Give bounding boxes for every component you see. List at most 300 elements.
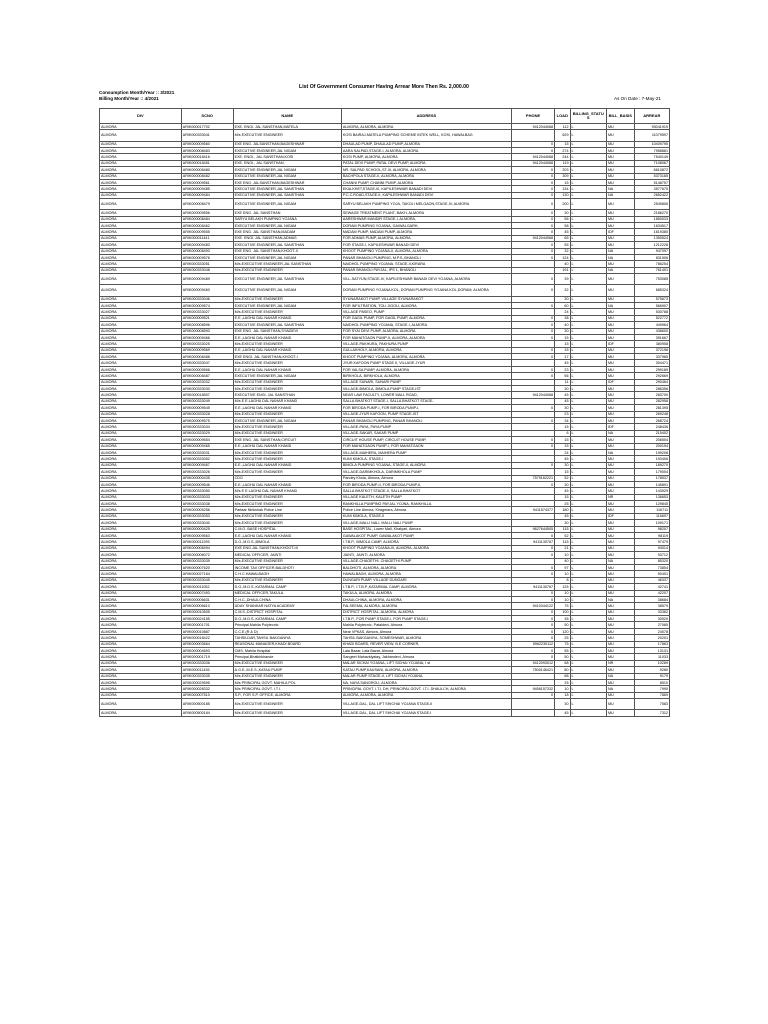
arrear-cell: 3577675 bbox=[634, 186, 669, 192]
arrear-cell: 1619380 bbox=[634, 229, 669, 235]
name-cell: S.P., FOR S.P. OFFICE, ALMORA bbox=[233, 692, 341, 698]
div-cell: ALMORA bbox=[100, 360, 182, 366]
div-cell: ALMORA bbox=[100, 267, 182, 273]
scno-cell: ARIK000018451 bbox=[181, 160, 233, 166]
scno-cell: ARIK000001719 bbox=[181, 654, 233, 660]
scno-cell: ARIK000029595 bbox=[181, 680, 233, 686]
bill-basis-cell: MU bbox=[606, 216, 634, 222]
div-cell: ALMORA bbox=[100, 386, 182, 392]
address-cell: Sangeet Mahavidyalay, Jakhandevi, Almora bbox=[341, 654, 511, 660]
phone-cell bbox=[512, 130, 555, 141]
arrear-cell: 116711 bbox=[634, 507, 669, 513]
arrear-cell: 30520 bbox=[634, 616, 669, 622]
billing-status-cell: L bbox=[570, 501, 606, 507]
load-cell: 56 bbox=[555, 373, 570, 379]
address-cell: VILLAGE-DAL, DAL LIFT SHICHAI YOJANA STAGE-II bbox=[341, 699, 511, 710]
billing-status-cell: L bbox=[570, 507, 606, 513]
bill-basis-cell: MU bbox=[606, 398, 634, 404]
div-cell: ALMORA bbox=[100, 680, 182, 686]
billing-status-cell: L bbox=[570, 673, 606, 679]
address-cell: NA, NAYA SANGROLI, ALMORA bbox=[341, 680, 511, 686]
load-cell: 45 bbox=[555, 488, 570, 494]
billing-status-cell: L bbox=[570, 192, 606, 198]
div-cell: ALMORA bbox=[100, 622, 182, 628]
div-cell: ALMORA bbox=[100, 558, 182, 564]
load-cell: 15 bbox=[555, 494, 570, 500]
header-billing-status: BILLING_STATUS bbox=[570, 109, 606, 124]
load-cell: 18 bbox=[555, 692, 570, 698]
scno-cell: ARIK000028332 bbox=[181, 686, 233, 692]
bill-basis-cell: MU bbox=[606, 667, 634, 673]
address-cell: ALMORA, ALMORA, ALMORA bbox=[341, 692, 511, 698]
billing-status-cell: L bbox=[570, 261, 606, 267]
div-cell: ALMORA bbox=[100, 302, 182, 308]
address-cell: VILLAGE-CHAGETHI, CHAGETHI PUMP bbox=[341, 558, 511, 564]
phone-cell: 0 bbox=[512, 654, 555, 660]
arrear-cell: 7958881 bbox=[634, 147, 669, 153]
arrear-cell: 136653 bbox=[634, 494, 669, 500]
billing-status-cell: L bbox=[570, 584, 606, 590]
scno-cell: ARIK000006072 bbox=[181, 552, 233, 558]
table-row bbox=[100, 130, 670, 141]
arrear-cell: 566907 bbox=[634, 302, 669, 308]
div-cell: ALMORA bbox=[100, 255, 182, 261]
load-cell: 30 bbox=[555, 405, 570, 411]
bill-basis-cell: MU bbox=[606, 124, 634, 130]
address-cell: NR. SALPAD SCHOOL,ST-III, ALMORA, ALMORA bbox=[341, 167, 511, 173]
scno-cell: ARIK000333046 bbox=[181, 296, 233, 302]
scno-cell: ARIK000009467 bbox=[181, 462, 233, 468]
arrear-cell: 129845 bbox=[634, 501, 669, 507]
address-cell: KOSI PUMP, ALMORA, ALMORA bbox=[341, 154, 511, 160]
address-cell: NAIDHOL PUMPING YOJANA, STAGE-II,KIRARA bbox=[341, 261, 511, 267]
scno-cell: ARIK000333047 bbox=[181, 360, 233, 366]
name-cell: EXECUTIVE ENGINEER,JAL NIGAM bbox=[233, 167, 341, 173]
billing-status-cell: L bbox=[570, 648, 606, 654]
bill-basis-cell: MU bbox=[606, 488, 634, 494]
bill-basis-cell: MU bbox=[606, 322, 634, 328]
div-cell: ALMORA bbox=[100, 186, 182, 192]
name-cell: Partaar Nirikshak Police Line bbox=[233, 507, 341, 513]
arrear-cell: 33362 bbox=[634, 609, 669, 615]
address-cell: KHADI BOARD, REVER VIEW, B.E CORNER, bbox=[341, 641, 511, 647]
address-cell: VILLAGE-MAIHERA, MAIHERA PUMP bbox=[341, 449, 511, 455]
bill-basis-cell: NA bbox=[606, 302, 634, 308]
name-cell: D.G.,M.D.S.,KATARMAL CAMP bbox=[233, 584, 341, 590]
scno-cell: ARIK000009545 bbox=[181, 405, 233, 411]
phone-cell: 0 bbox=[512, 285, 555, 296]
arrear-cell: 98207 bbox=[634, 526, 669, 532]
name-cell: E.E.,LAGHU DAL NAHAR KHAND bbox=[233, 462, 341, 468]
scno-cell: ARIK000009555 bbox=[181, 229, 233, 235]
address-cell: CIRCUIT HOUSE PUMP, CIRCUIT HOUSE PUMP, bbox=[341, 437, 511, 443]
div-cell: ALMORA bbox=[100, 392, 182, 398]
scno-cell: ARIK000008479 bbox=[181, 199, 233, 210]
div-cell: ALMORA bbox=[100, 475, 182, 481]
phone-cell: 0 bbox=[512, 366, 555, 372]
arrear-cell: 7312 bbox=[634, 710, 669, 716]
billing-status-cell: L bbox=[570, 660, 606, 666]
bill-basis-cell: MU bbox=[606, 235, 634, 241]
address-cell: SEWAGE TREATMENT PLANT, BAKH, ALMORA bbox=[341, 210, 511, 216]
load-cell: 97 bbox=[555, 564, 570, 570]
div-cell: ALMORA bbox=[100, 223, 182, 229]
div-cell: ALMORA bbox=[100, 373, 182, 379]
arrear-cell: 290464 bbox=[634, 379, 669, 385]
div-cell: ALMORA bbox=[100, 488, 182, 494]
address-cell: FOR ADMAS PUMP, ALMORA, ALMORA bbox=[341, 235, 511, 241]
billing-status-cell: L bbox=[570, 622, 606, 628]
bill-basis-cell: MU bbox=[606, 386, 634, 392]
name-cell: EXECUTIVE ENGINEER,JAL NIGAM bbox=[233, 255, 341, 261]
bill-basis-cell: NA bbox=[606, 192, 634, 198]
scno-cell: ARIK000333026 bbox=[181, 469, 233, 475]
name-cell: MEDICAL OFFICER, JAINTI bbox=[233, 552, 341, 558]
scno-cell: ARIK000011436 bbox=[181, 667, 233, 673]
address-cell: TAKULA, ALMORA, ALMORA bbox=[341, 590, 511, 596]
arrear-cell: 2186270 bbox=[634, 210, 669, 216]
scno-cell: ARIK000009489 bbox=[181, 274, 233, 285]
scno-cell: ARIK000009576 bbox=[181, 255, 233, 261]
load-cell: 15 bbox=[555, 347, 570, 353]
bill-basis-cell: IDF bbox=[606, 513, 634, 519]
div-cell: ALMORA bbox=[100, 147, 182, 153]
bill-basis-cell: MU bbox=[606, 635, 634, 641]
billing-status-cell: L bbox=[570, 141, 606, 147]
billing-status-cell: L bbox=[570, 147, 606, 153]
name-cell: M/s.EXECUTIVE ENGINEER bbox=[233, 469, 341, 475]
phone-cell: 9412044068 bbox=[512, 124, 555, 130]
scno-cell: ARIK000333040 bbox=[181, 520, 233, 526]
bill-basis-cell: MU bbox=[606, 315, 634, 321]
address-cell: FOR INFILTRATION, TOLI JIGOLI, ALMORA bbox=[341, 302, 511, 308]
billing-status-cell: L bbox=[570, 373, 606, 379]
load-cell: 52 bbox=[555, 475, 570, 481]
phone-cell: 0 bbox=[512, 616, 555, 622]
load-cell: 15 bbox=[555, 424, 570, 430]
scno-cell: ARIK000010505 bbox=[181, 609, 233, 615]
bill-basis-cell: IDF bbox=[606, 341, 634, 347]
scno-cell: ARIK000009460 bbox=[181, 285, 233, 296]
table-header-row bbox=[100, 109, 670, 124]
scno-cell: ARIK000000425 bbox=[181, 526, 233, 532]
phone-cell: 0 bbox=[512, 141, 555, 147]
scno-cell: ARIK000333034 bbox=[181, 424, 233, 430]
load-cell: 30 bbox=[555, 462, 570, 468]
scno-cell: ARIK000333053 bbox=[181, 513, 233, 519]
scno-cell: ARIK000018422 bbox=[181, 635, 233, 641]
arrear-cell: 248436 bbox=[634, 424, 669, 430]
as-on-date: As On Date : 7-May-21 bbox=[614, 96, 661, 101]
load-cell: 15 bbox=[555, 341, 570, 347]
scno-cell: ARIK000008483 bbox=[181, 147, 233, 153]
billing-status-cell: L bbox=[570, 167, 606, 173]
billing-status-cell: L bbox=[570, 475, 606, 481]
load-cell: 34 bbox=[555, 417, 570, 423]
name-cell: EXE ENG. JALSANSTHAN,BAGESHWAR bbox=[233, 141, 341, 147]
arrear-cell: 2652422 bbox=[634, 192, 669, 198]
arrear-cell: 73854 bbox=[634, 564, 669, 570]
phone-cell: 0 bbox=[512, 347, 555, 353]
name-cell: M/s EXECUTIVE ENGINEER bbox=[233, 130, 341, 141]
phone-cell: 0 bbox=[512, 692, 555, 698]
arrear-cell: 337985 bbox=[634, 354, 669, 360]
div-cell: ALMORA bbox=[100, 533, 182, 539]
div-cell: ALMORA bbox=[100, 261, 182, 267]
address-cell: KOSI BAIRAJ-MATELA PUMPING SCHEME INTEK WELL, KOSI, HAWALBAG bbox=[341, 130, 511, 141]
div-cell: ALMORA bbox=[100, 379, 182, 385]
phone-cell: 0 bbox=[512, 242, 555, 248]
arrear-cell: 42741 bbox=[634, 584, 669, 590]
arrear-cell: 530788 bbox=[634, 309, 669, 315]
bill-basis-cell: MU bbox=[606, 692, 634, 698]
phone-cell: 0 bbox=[512, 179, 555, 185]
billing-status-cell: L bbox=[570, 285, 606, 296]
phone-cell: 0 bbox=[512, 223, 555, 229]
phone-cell: 0 bbox=[512, 322, 555, 328]
billing-month: Billing Month/Year :: 4/2021 bbox=[99, 96, 159, 101]
name-cell: M/s.EXECUTIVE ENGINEER bbox=[233, 520, 341, 526]
name-cell: EXECUTIVE ENGINEER,JAL SANSTHAN bbox=[233, 242, 341, 248]
load-cell: 45 bbox=[555, 229, 570, 235]
phone-cell: 7500146421 bbox=[512, 667, 555, 673]
arrear-cell: 9280 bbox=[634, 667, 669, 673]
phone-cell: 0 bbox=[512, 210, 555, 216]
load-cell: 30 bbox=[555, 328, 570, 334]
billing-status-cell: L bbox=[570, 341, 606, 347]
billing-status-cell: L bbox=[570, 635, 606, 641]
name-cell: EXECUTIVE ENGINEER,JAL NIGAM bbox=[233, 199, 341, 210]
arrear-cell: 1350524 bbox=[634, 235, 669, 241]
address-cell: KHOOT PUMPING YOJANA-II, ALMORA, ALMORA bbox=[341, 248, 511, 254]
billing-status-cell: L bbox=[570, 616, 606, 622]
bill-basis-cell: MU bbox=[606, 167, 634, 173]
phone-cell: 0 bbox=[512, 192, 555, 198]
bill-basis-cell: MU bbox=[606, 334, 634, 340]
name-cell: TAHSILDAR,TAHSIL BAKGANIYA bbox=[233, 635, 341, 641]
name-cell: Principal,Mahila Polytecnic bbox=[233, 622, 341, 628]
arrear-cell: 143929 bbox=[634, 488, 669, 494]
address-cell: MADAM PUMP, MADAM PUMP, ALMORA bbox=[341, 229, 511, 235]
arrear-cell: 20201 bbox=[634, 635, 669, 641]
name-cell: E.E.,LAGHU DAL NAHAR KHAND bbox=[233, 481, 341, 487]
billing-status-cell: L bbox=[570, 124, 606, 130]
address-cell: DORAM PUMPING YOJANA, GAIWALGARH, bbox=[341, 223, 511, 229]
arrear-cell: 753085 bbox=[634, 274, 669, 285]
scno-cell: ARIK000008487 bbox=[181, 373, 233, 379]
div-cell: ALMORA bbox=[100, 564, 182, 570]
scno-cell: ARIK000018416 bbox=[181, 154, 233, 160]
name-cell: INCOME TAX OFFICER,BALDHOTI bbox=[233, 564, 341, 570]
address-cell: SALLA BHATKOT STAGE-I, SALLA BHATKOT STAGE- bbox=[341, 398, 511, 404]
div-cell: ALMORA bbox=[100, 603, 182, 609]
bill-basis-cell: MU bbox=[606, 603, 634, 609]
name-cell: M/s.EXECUTIVE ENGINEER bbox=[233, 386, 341, 392]
bill-basis-cell: MU bbox=[606, 347, 634, 353]
div-cell: ALMORA bbox=[100, 192, 182, 198]
load-cell: 45 bbox=[555, 513, 570, 519]
header-div: DIV bbox=[100, 109, 182, 124]
address-cell: JAINTI, JAINTI, ALMORA bbox=[341, 552, 511, 558]
scno-cell: ARIK000009521 bbox=[181, 315, 233, 321]
arrear-cell: 2549806 bbox=[634, 199, 669, 210]
table-row bbox=[100, 710, 670, 716]
name-cell: M/s.EXECUTIVE ENGINEER bbox=[233, 558, 341, 564]
scno-cell: ARIK000009546 bbox=[181, 481, 233, 487]
scno-cell: ARIK000333045 bbox=[181, 577, 233, 583]
bill-basis-cell: NA bbox=[606, 558, 634, 564]
bill-basis-cell: NA bbox=[606, 449, 634, 455]
phone-cell: 0 bbox=[512, 571, 555, 577]
bill-basis-cell: MU bbox=[606, 154, 634, 160]
name-cell: M/s.EXECUTIVE ENGINEER bbox=[233, 449, 341, 455]
bill-basis-cell: MU bbox=[606, 710, 634, 716]
phone-cell: 0 bbox=[512, 596, 555, 602]
bill-basis-cell: MU bbox=[606, 699, 634, 710]
address-cell: AARA SALPAD,STAGE-I, ALMORA, ALMORA bbox=[341, 147, 511, 153]
phone-cell: 0 bbox=[512, 648, 555, 654]
name-cell: EXE. ENGI. JAL SANSTHAN,MATELA bbox=[233, 124, 341, 130]
div-cell: ALMORA bbox=[100, 274, 182, 285]
bill-basis-cell: MU bbox=[606, 405, 634, 411]
address-cell: EKALKHET,STAGE-III, KAPILESHWAR BANADI DEVI bbox=[341, 186, 511, 192]
load-cell: 24 bbox=[555, 309, 570, 315]
billing-status-cell: L bbox=[570, 130, 606, 141]
arrear-cell: 281395 bbox=[634, 405, 669, 411]
arrear-cell: 193406 bbox=[634, 456, 669, 462]
billing-status-cell: L bbox=[570, 229, 606, 235]
address-cell: FOR MAHATGAON PUMP-II, ALMORA, ALMORA bbox=[341, 334, 511, 340]
bill-basis-cell: MU bbox=[606, 456, 634, 462]
name-cell: SARYU BELAKH PUMPING YOJANA bbox=[233, 216, 341, 222]
address-cell: KUNI KIMOLA, STAGE-I bbox=[341, 456, 511, 462]
bill-basis-cell: MU bbox=[606, 648, 634, 654]
address-cell: KHOOT PUMPING YOJANA, ALMORA, ALMORA bbox=[341, 354, 511, 360]
scno-cell: ARIK000007510 bbox=[181, 692, 233, 698]
load-cell: 30 bbox=[555, 481, 570, 487]
scno-cell: ARIK000333030 bbox=[181, 386, 233, 392]
billing-status-cell: L bbox=[570, 173, 606, 179]
bill-basis-cell: MU bbox=[606, 285, 634, 296]
table-row bbox=[100, 699, 670, 710]
load-cell: 21 bbox=[555, 545, 570, 551]
arrear-cell: 1634517 bbox=[634, 223, 669, 229]
address-cell: NEAR LAW FACULTY, LOWER MALL ROAD, bbox=[341, 392, 511, 398]
arrear-cell: 268724 bbox=[634, 417, 669, 423]
name-cell: EXE ENG. JAL SANSTHAN,KHOOT-II bbox=[233, 248, 341, 254]
phone-cell: 0 bbox=[512, 255, 555, 261]
arrear-cell: 282958 bbox=[634, 398, 669, 404]
load-cell: 25 bbox=[555, 501, 570, 507]
load-cell: 58 bbox=[555, 223, 570, 229]
load-cell: 60 bbox=[555, 302, 570, 308]
div-cell: ALMORA bbox=[100, 449, 182, 455]
phone-cell: 0 bbox=[512, 167, 555, 173]
name-cell: M/s.EXECUTIVE ENGINEER bbox=[233, 577, 341, 583]
bill-basis-cell: MU bbox=[606, 475, 634, 481]
div-cell: ALMORA bbox=[100, 248, 182, 254]
address-cell: BALDHOTI, ALMORA, ALMORA bbox=[341, 564, 511, 570]
name-cell: E.E.,LAGHU DAL NAHAR KHAND bbox=[233, 315, 341, 321]
div-cell: ALMORA bbox=[100, 494, 182, 500]
arrear-cell: 391667 bbox=[634, 334, 669, 340]
address-cell: VILL-SATYUN,STAGE-IV, KAPILESHWAR BANADI DEVI YOJANA, ALMORA bbox=[341, 274, 511, 285]
phone-cell: 0 bbox=[512, 437, 555, 443]
scno-cell: ARIK000008484 bbox=[181, 216, 233, 222]
load-cell: 15 bbox=[555, 469, 570, 475]
billing-status-cell: L bbox=[570, 302, 606, 308]
scno-cell: ARIK000005256 bbox=[181, 507, 233, 513]
billing-status-cell: L bbox=[570, 596, 606, 602]
load-cell: 23 bbox=[555, 366, 570, 372]
address-cell: VILLAGE-JYUR KAFOON, PUMP STAGE-IST bbox=[341, 411, 511, 417]
scno-cell: ARIK000011441 bbox=[181, 235, 233, 241]
arrear-cell: 1850033 bbox=[634, 216, 669, 222]
load-cell: 6 bbox=[555, 430, 570, 436]
phone-cell: 7579162221 bbox=[512, 475, 555, 481]
billing-status-cell: L bbox=[570, 360, 606, 366]
bill-basis-cell: MU bbox=[606, 354, 634, 360]
scno-cell: ARIK000333028 bbox=[181, 411, 233, 417]
billing-status-cell: L bbox=[570, 667, 606, 673]
address-cell: ALMORA, ALMORA, ALMORA bbox=[341, 124, 511, 130]
billing-status-cell: L bbox=[570, 328, 606, 334]
scno-cell: ARIK000008488 bbox=[181, 354, 233, 360]
scno-cell: ARIK000006610 bbox=[181, 603, 233, 609]
arrear-cell: 206504 bbox=[634, 437, 669, 443]
bill-basis-cell: NA bbox=[606, 248, 634, 254]
phone-cell: 0 bbox=[512, 248, 555, 254]
name-cell: EXECUTIVE ENGINEER,JAL NIGAM bbox=[233, 173, 341, 179]
name-cell: C.M.S.,DISTRICT HOSPITAL bbox=[233, 609, 341, 615]
phone-cell bbox=[512, 699, 555, 710]
address-cell: BIMOLA PUMPING YOJANA, STAGE-II, ALMORA bbox=[341, 462, 511, 468]
bill-basis-cell: MU bbox=[606, 130, 634, 141]
load-cell: 120 bbox=[555, 628, 570, 634]
scno-cell: ARIK000009569 bbox=[181, 347, 233, 353]
load-cell: 15 bbox=[555, 437, 570, 443]
div-cell: ALMORA bbox=[100, 462, 182, 468]
address-cell: VILLAGE-MALLI NALI, MALLI NALI PUMP bbox=[341, 520, 511, 526]
load-cell: 10 bbox=[555, 571, 570, 577]
load-cell: 75 bbox=[555, 603, 570, 609]
arrear-cell: 200194 bbox=[634, 443, 669, 449]
billing-status-cell: L bbox=[570, 405, 606, 411]
phone-cell: 0 bbox=[512, 533, 555, 539]
bill-basis-cell: MU bbox=[606, 179, 634, 185]
load-cell: 124 bbox=[555, 255, 570, 261]
scno-cell: ARIK000008494 bbox=[181, 545, 233, 551]
scno-cell: ARIK000006631 bbox=[181, 596, 233, 602]
div-cell: ALMORA bbox=[100, 216, 182, 222]
div-cell: ALMORA bbox=[100, 285, 182, 296]
phone-cell: 0 bbox=[512, 417, 555, 423]
phone-cell: 0 bbox=[512, 199, 555, 210]
div-cell: ALMORA bbox=[100, 616, 182, 622]
arrear-cell: 292669 bbox=[634, 373, 669, 379]
address-cell: NAIDHOL PUMPING YOJANA, STAGE-I, ALMORA bbox=[341, 322, 511, 328]
phone-cell: 0 bbox=[512, 628, 555, 634]
load-cell: 15 bbox=[555, 141, 570, 147]
name-cell: E.E.,LAGHU DAL NAHAR KHAND bbox=[233, 334, 341, 340]
scno-cell: ARIK000333050 bbox=[181, 488, 233, 494]
address-cell: GAWALAKOT PUMP, GAWALAKOT PUMP, bbox=[341, 533, 511, 539]
phone-cell: 0 bbox=[512, 552, 555, 558]
address-cell: PRINCIPAL GOVT. I.T.I. DH, PRINCIPAL GOVT. I.T.I. DHAULCH, ALMORA bbox=[341, 686, 511, 692]
load-cell: 10 bbox=[555, 552, 570, 558]
bill-basis-cell: MU bbox=[606, 584, 634, 590]
name-cell: M/s.EXECUTIVE ENGINEER bbox=[233, 411, 341, 417]
